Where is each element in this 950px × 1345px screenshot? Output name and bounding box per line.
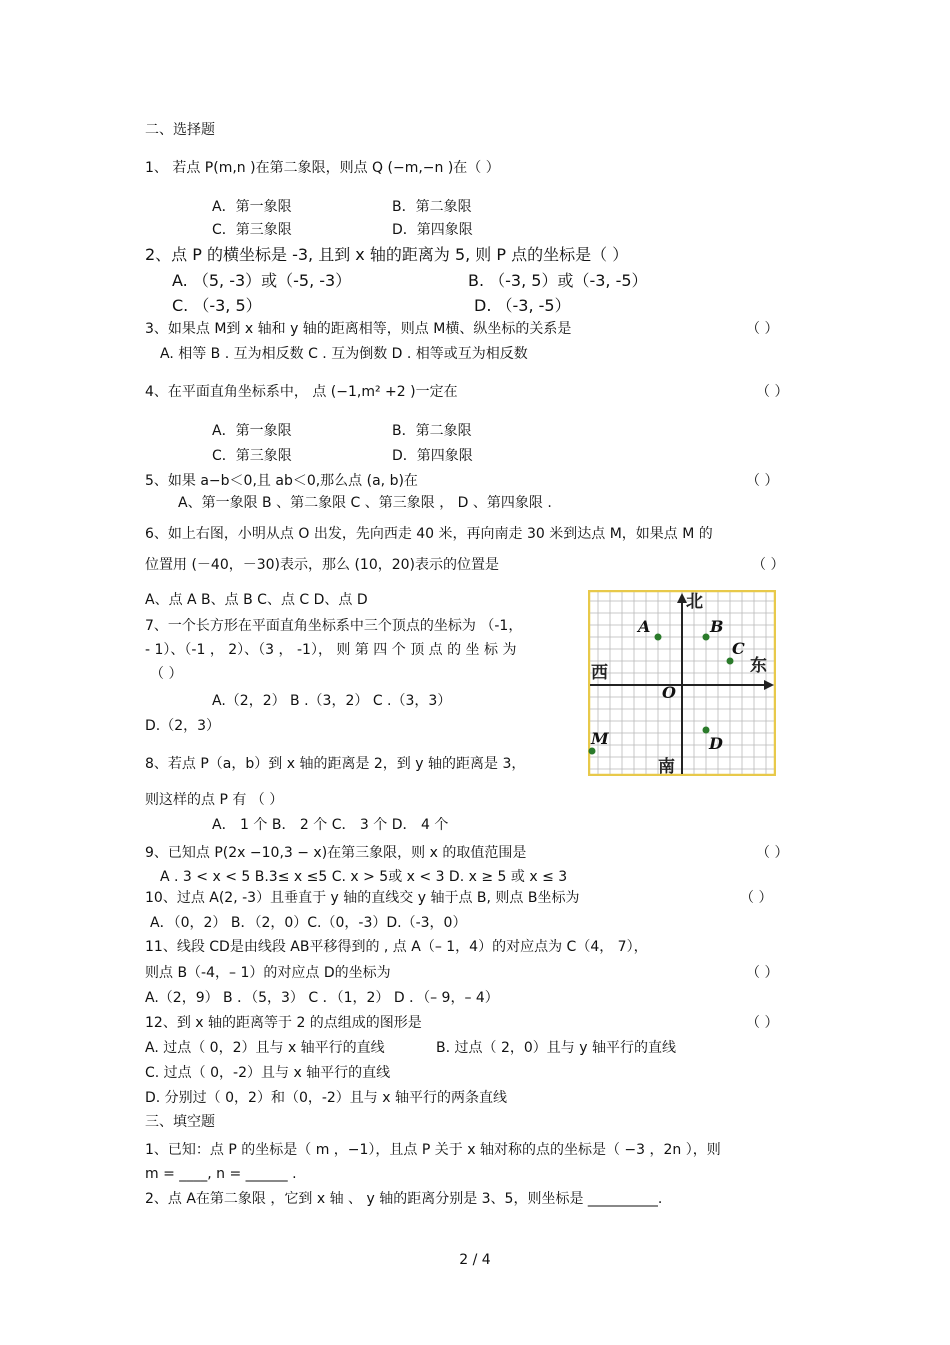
q7-options-abc: A.（2，2） B .（3，2） C .（3，3） [212,693,452,709]
q11-line2: 则点 B（-4，– 1）的对应点 D的坐标为 [145,965,391,981]
q6-line1: 6、如上右图，小明从点 O 出发，先向西走 40 米，再向南走 30 米到达点 M，如果点 M 的 [145,526,713,542]
fill2-stem: 2、点 A在第二象限 ，它到 x 轴 、 y 轴的距离分别是 3、5，则坐标是 __________. [145,1191,663,1207]
q5-answer-paren: （ ） [746,473,779,489]
fill1-line1: 1、已知：点 P 的坐标是（ m ，−1），且点 P 关于 x 轴对称的点的坐标是（ −3 ，2n ），则 [145,1142,721,1158]
point-m-dot [589,748,596,755]
q10-answer-paren: （ ） [740,890,773,906]
q2-option-b: B. （-3, 5）或（-3, -5） [468,271,648,290]
q12-option-b: B. 过点（ 2，0）且与 y 轴平行的直线 [436,1040,676,1056]
q9-answer-paren: （ ） [756,845,789,861]
q7-option-d: D.（2，3） [145,718,221,734]
label-west: 西 [591,663,608,683]
q3-options: A. 相等 B . 互为相反数 C . 互为倒数 D . 相等或互为相反数 [160,346,528,362]
q7-line3: （ ） [150,666,183,682]
q8-options: A． 1 个 B． 2 个 C． 3 个 D． 4 个 [212,817,449,833]
q1-option-d: D．第四象限 [392,222,473,238]
q3-answer-paren: （ ） [746,321,779,337]
origin-label: O [662,683,676,702]
q8-line2: 则这样的点 P 有 （ ） [145,792,284,808]
q1-option-b: B．第二象限 [392,199,472,215]
q12-answer-paren: （ ） [746,1015,779,1031]
q1-option-c: C．第三象限 [212,222,292,238]
q8-line1: 8、若点 P（a，b）到 x 轴的距离是 2，到 y 轴的距离是 3， [145,756,526,772]
point-a-label: A [638,617,651,636]
q12-stem: 12、到 x 轴的距离等于 2 的点组成的图形是 [145,1015,422,1031]
point-c-dot [727,658,734,665]
q11-line1: 11、线段 CD是由线段 AB平移得到的 , 点 A（– 1，4）的对应点为 C（4， 7）， [145,939,648,955]
point-m-label: M [591,729,609,748]
q4-option-a: A．第一象限 [212,423,292,439]
point-d-dot [703,727,710,734]
q5-options: A、第一象限 B 、第二象限 C 、第三象限 ， D 、第四象限 . [178,495,552,511]
section-title-choice: 二、选择题 [145,122,215,138]
q5-stem: 5、如果 a−b＜0,且 ab＜0,那么点 (a, b)在 [145,473,418,489]
q2-option-d: D. （-3, -5） [474,296,571,315]
q4-answer-paren: （ ） [756,384,789,400]
q9-stem: 9、已知点 P(2x −10,3 − x)在第三象限，则 x 的取值范围是 [145,845,527,861]
q2-option-c: C. （-3, 5） [172,296,262,315]
q12-option-a: A. 过点（ 0，2）且与 x 轴平行的直线 [145,1040,385,1056]
point-b-label: B [710,617,724,636]
point-c-label: C [732,639,745,658]
q4-option-c: C．第三象限 [212,448,292,464]
label-north: 北 [686,592,703,612]
q6-line2: 位置用 (－40，－30)表示，那么 (10，20)表示的位置是 [145,557,500,573]
page-number: 2 / 4 [459,1252,491,1268]
label-south: 南 [658,757,675,776]
point-d-label: D [709,734,723,753]
point-b-dot [703,634,710,641]
q4-stem: 4、在平面直角坐标系中， 点 (−1,m² +2 )一定在 [145,384,458,400]
q2-option-a: A. （5, -3）或（-5, -3） [172,271,352,290]
q4-option-b: B．第二象限 [392,423,472,439]
q3-stem: 3、如果点 M到 x 轴和 y 轴的距离相等，则点 M横、纵坐标的关系是 [145,321,572,337]
q6-options: A、点 A B、点 B C、点 C D、点 D [145,592,368,608]
q11-options: A.（2，9） B ．（5，3） C ．（1，2） D ．（– 9，– 4） [145,990,499,1006]
q9-options: A . 3 < x < 5 B.3≤ x ≤5 C. x > 5或 x < 3 D. x ≥ 5 或 x ≤ 3 [160,869,568,885]
section-title-fill: 三、填空题 [145,1114,215,1130]
direction-figure [588,590,776,776]
q12-option-c: C. 过点（ 0，-2）且与 x 轴平行的直线 [145,1065,391,1081]
q4-option-d: D．第四象限 [392,448,473,464]
fill1-line2: m = ____, n = ______ . [145,1166,297,1182]
q7-line1: 7、一个长方形在平面直角坐标系中三个顶点的坐标为 （-1， [145,618,523,634]
point-a-dot [655,634,662,641]
q2-stem: 2、点 P 的横坐标是 -3, 且到 x 轴的距离为 5, 则 P 点的坐标是（ ） [145,245,629,264]
q1-option-a: A．第一象限 [212,199,292,215]
q10-stem: 10、过点 A(2, -3）且垂直于 y 轴的直线交 y 轴于点 B, 则点 B坐标为 [145,890,580,906]
direction-grid-svg [588,590,776,776]
q6-answer-paren: （ ） [752,557,785,573]
q12-option-d: D. 分别过（ 0，2）和（0，-2）且与 x 轴平行的两条直线 [145,1090,507,1106]
q10-options: A．（0，2） B．（2，0）C.（0，-3）D.（-3，0） [150,915,467,931]
q11-answer-paren: （ ） [746,965,779,981]
q1-stem: 1、 若点 P(m,n )在第二象限，则点 Q (−m,−n )在（ ） [145,160,500,176]
label-east: 东 [750,656,767,676]
q7-line2: - 1）、（-1 ， 2）、（3 ， -1）， 则 第 四 个 顶 点 的 坐 标 为 [145,642,517,658]
